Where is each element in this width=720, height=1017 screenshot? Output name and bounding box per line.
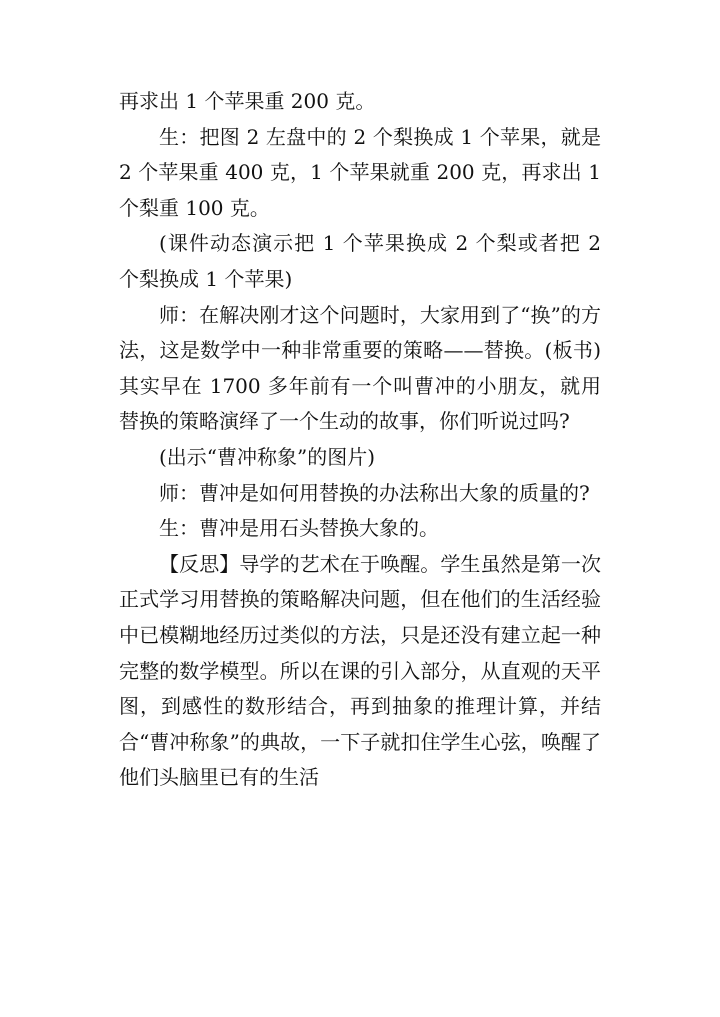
- paragraph-teacher-question: 师：曹冲是如何用替换的办法称出大象的质量的?: [159, 480, 590, 505]
- paragraph-student-answer-2: 生：曹冲是用石头替换大象的。: [159, 516, 439, 541]
- paragraph-reflection: 【反思】导学的艺术在于唤醒。学生虽然是第一次正式学习用替换的策略解决问题，但在他们的生活经验中已模糊地经历过类似的方法，只是还没有建立起一种完整的数学模型。所以在课的引入部分，从直观的天平图，到感性的数形结合，再到抽象的推理计算，并结合“曹冲称象”的典故，一下子就扣住学生心弦，唤醒了他们头脑里已有的生活: [119, 551, 601, 790]
- paragraph-student-answer-1: 生：把图 2 左盘中的 2 个梨换成 1 个苹果，就是 2 个苹果重 400 克，1 个苹果就重 200 克，再求出 1 个梨重 100 克。: [119, 124, 601, 220]
- document-body: [119, 84, 601, 796]
- paragraph-teacher-strategy: 师：在解决刚才这个问题时，大家用到了“换”的方法，这是数学中一种非常重要的策略——替换。(板书)其实早在 1700 多年前有一个叫曹冲的小朋友，就用替换的策略演绎了一个生动的故事，你们听说过吗?: [119, 302, 601, 434]
- paragraph-continuation: 再求出 1 个苹果重 200 克。: [119, 89, 376, 113]
- paragraph-courseware-note: (课件动态演示把 1 个苹果换成 2 个梨或者把 2 个梨换成 1 个苹果): [119, 231, 601, 291]
- paragraph-show-picture-note: (出示“曹冲称象”的图片): [159, 444, 376, 469]
